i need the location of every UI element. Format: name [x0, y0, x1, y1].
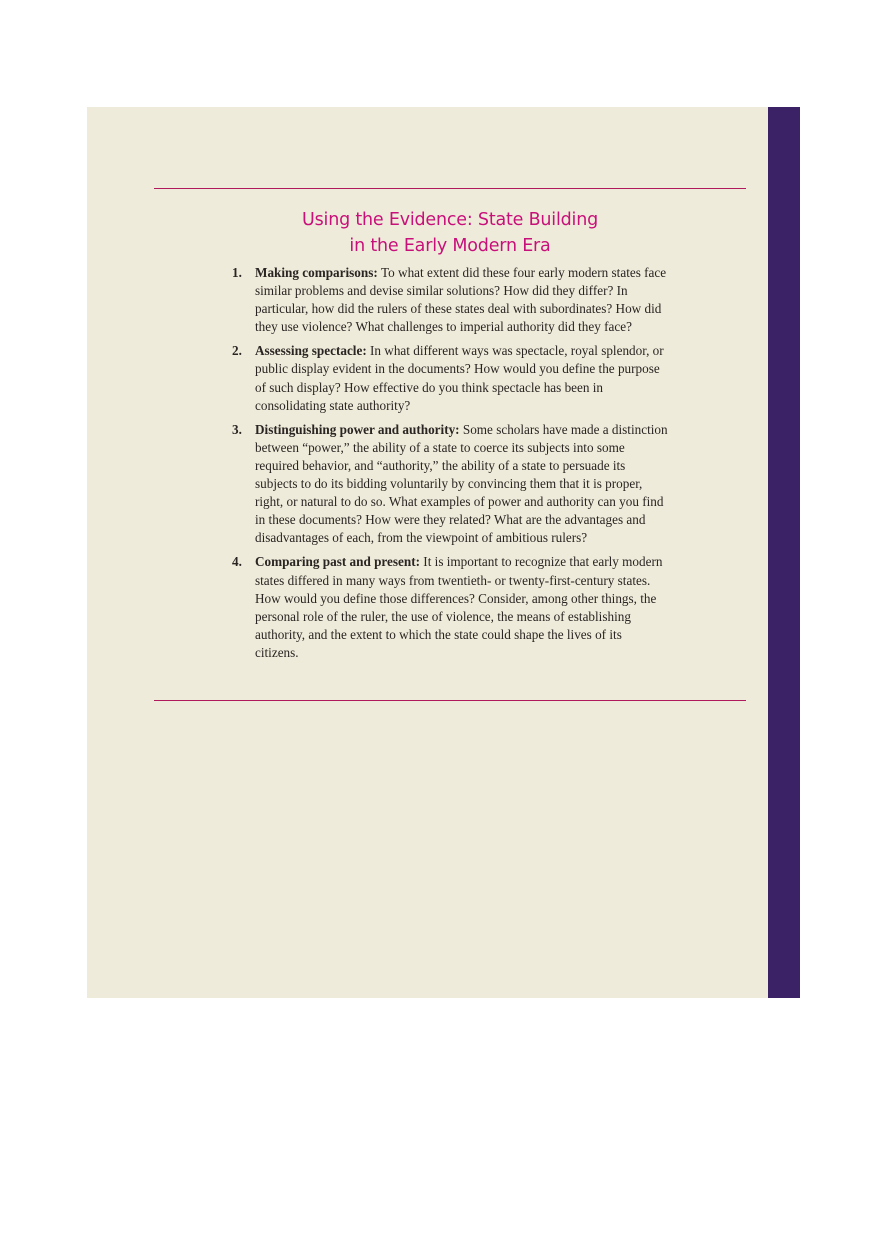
- question-number: 1.: [232, 265, 242, 280]
- question-item: [232, 342, 668, 414]
- bottom-divider: [154, 700, 746, 701]
- question-lead: Distinguishing power and authority:: [255, 421, 463, 437]
- question-number: 4.: [232, 554, 242, 570]
- question-text: It is important to recognize that early modern states differed in many ways from twentieth- or twenty-first-century states. How would you define those differences? Consider, among other things, the personal role of the ruler, the use of violence, the means of establishing authority, and the extent to which the state could shape the lives of its citizens.: [255, 554, 663, 660]
- question-lead: Making comparisons:: [255, 265, 382, 280]
- question-number: 2.: [232, 343, 242, 359]
- question-item: [232, 553, 668, 662]
- section-title: [154, 207, 746, 259]
- section-title-line-1: Using the Evidence: State Building: [302, 210, 598, 230]
- question-text: To what extent did these four early modern states face similar problems and devise similar solutions? How did they differ? In particular, how did the rulers of these states deal with subordinates? How did they use violence? What challenges to imperial authority did they face?: [255, 265, 667, 335]
- top-divider: [154, 188, 746, 189]
- section-title-line-2: in the Early Modern Era: [349, 236, 551, 256]
- question-lead: Assessing spectacle:: [255, 343, 371, 359]
- question-number: 3.: [232, 421, 242, 437]
- question-text: In what different ways was spectacle, royal splendor, or public display evident in the documents? How would you define the purpose of such display? How effective do you think spectacle has been in consolidating state authority?: [255, 343, 664, 413]
- question-item: [232, 264, 668, 336]
- question-list: [232, 264, 668, 668]
- question-lead: Comparing past and present:: [255, 554, 424, 570]
- side-color-bar: [768, 107, 800, 998]
- question-text: Some scholars have made a distinction between “power,” the ability of a state to coerce its subjects into some required behavior, and “authority,” the ability of a state to persuade its subjects to do its bidding voluntarily by convincing them that it is proper, right, or natural to do so. What examples of power and authority can you find in these documents? How were they related? What are the advantages and disadvantages of each, from the viewpoint of ambitious rulers?: [255, 421, 668, 546]
- question-item: [232, 421, 668, 548]
